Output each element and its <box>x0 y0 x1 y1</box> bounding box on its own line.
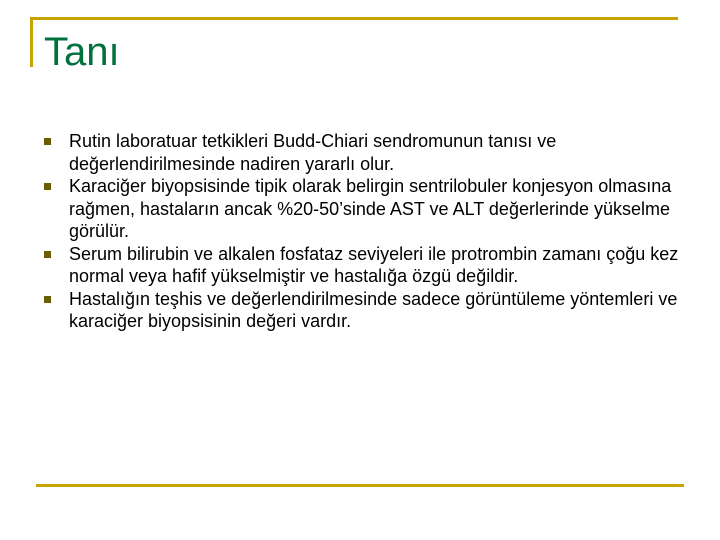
bullet-text: Rutin laboratuar tetkikleri Budd-Chiari sendromunun tanısı ve değerlendirilmesinde nadiren yararlı olur. <box>69 131 557 174</box>
bottom-accent-line <box>36 484 684 487</box>
bullet-item <box>44 175 684 243</box>
top-accent-line <box>30 17 678 20</box>
square-bullet-icon <box>44 251 51 258</box>
left-accent-line <box>30 17 33 67</box>
bullet-text: Karaciğer biyopsisinde tipik olarak belirgin sentrilobuler konjesyon olmasına rağmen, hastaların ancak %20-50’sinde AST ve ALT değerlerinde yükselme görülür. <box>69 176 672 241</box>
square-bullet-icon <box>44 296 51 303</box>
bullet-item <box>44 130 684 175</box>
square-bullet-icon <box>44 138 51 145</box>
bullet-item <box>44 288 684 333</box>
bullet-item <box>44 243 684 288</box>
bullet-text: Serum bilirubin ve alkalen fosfataz seviyeleri ile protrombin zamanı çoğu kez normal veya hafif yükselmiştir ve hastalığa özgü değildir. <box>69 243 679 286</box>
square-bullet-icon <box>44 183 51 190</box>
bullet-list <box>44 130 684 333</box>
bullet-text: Hastalığın teşhis ve değerlendirilmesinde sadece görüntüleme yöntemleri ve karaciğer biyopsisinin değeri vardır. <box>69 288 678 331</box>
slide-title: Tanı <box>44 30 120 74</box>
